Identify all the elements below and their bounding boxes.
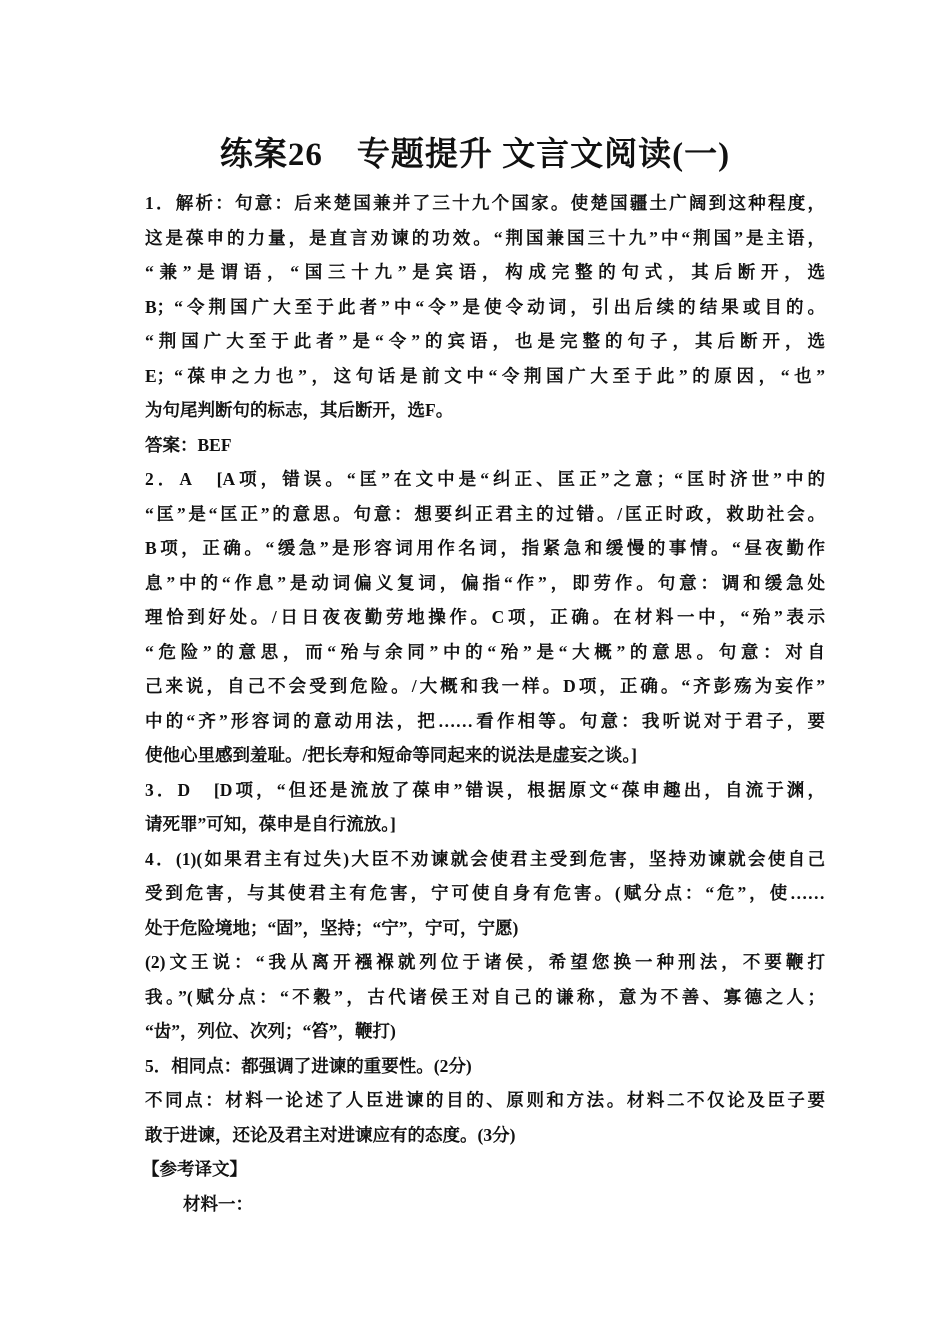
text-line: 敢于进谏，还论及君主对进谏应有的态度。(3分) [145, 1124, 516, 1145]
text-line: “齿”，列位、次列；“笞”，鞭打) [145, 1021, 396, 1041]
text-line: “兼”是谓语，“国三十九”是宾语，构成完整的句式，其后断开，选 [145, 262, 825, 282]
page-title: 练案26 专题提升 文言文阅读(一) [219, 137, 731, 173]
section-heading: 【参考译文】 [142, 1159, 247, 1179]
text-line: 2．A [A项，错误。“匡”在文中是“纠正、匡正”之意；“匡时济世”中的 [145, 469, 825, 489]
subsection-heading: 材料一： [183, 1193, 253, 1214]
text-line: 这是葆申的力量，是直言劝谏的功效。“荆国兼国三十九”中“荆国”是主语， [145, 227, 825, 248]
text-line: E；“葆申之力也”，这句话是前文中“令荆国广大至于此”的原因，“也” [145, 365, 825, 386]
text-line: 我。”(赋分点：“不穀”，古代诸侯王对自己的谦称，意为不善、寡德之人； [145, 986, 825, 1007]
text-line: 5．相同点：都强调了进谏的重要性。(2分) [145, 1055, 472, 1076]
text-line: B项，正确。“缓急”是形容词用作名词，指紧急和缓慢的事情。“昼夜勤作 [145, 538, 825, 558]
text-line: 使他心里感到羞耻。/把长寿和短命等同起来的说法是虚妄之谈。] [145, 745, 637, 765]
text-line: 己来说，自己不会受到危险。/大概和我一样。D项，正确。“齐彭殇为妄作” [145, 676, 825, 696]
text-line: 1．解析：句意：后来楚国兼并了三十九个国家。使楚国疆土广阔到这种程度， [145, 193, 825, 213]
text-line: B；“令荆国广大至于此者”中“令”是使令动词，引出后续的结果或目的。 [145, 296, 825, 317]
text-line: 请死罪”可知，葆申是自行流放。] [145, 814, 396, 834]
text-line: 不同点：材料一论述了人臣进谏的目的、原则和方法。材料二不仅论及臣子要 [145, 1090, 825, 1110]
text-line: 息”中的“作息”是动词偏义复词，偏指“作”，即劳作。句意：调和缓急处 [145, 572, 825, 593]
text-line: “荆国广大至于此者”是“令”的宾语，也是完整的句子，其后断开，选 [145, 331, 825, 351]
text-line: 理恰到好处。/日日夜夜勤劳地操作。C项，正确。在材料一中，“殆”表示 [145, 607, 825, 627]
text-line: 3．D [D项，“但还是流放了葆申”错误，根据原文“葆申趣出，自流于渊， [145, 779, 825, 800]
text-line: 处于危险境地；“固”，坚持；“宁”，宁可，宁愿) [145, 917, 519, 938]
text-line: 中的“齐”形容词的意动用法，把……看作相等。句意：我听说对于君子，要 [145, 710, 825, 731]
text-line: 4．(1)(如果君主有过失)大臣不劝谏就会使君主受到危害，坚持劝谏就会使自己 [145, 848, 825, 869]
text-line: “匡”是“匡正”的意思。句意：想要纠正君主的过错。/匡正时政，救助社会。 [145, 503, 825, 524]
text-line: 受到危害，与其使君主有危害，宁可使自身有危害。(赋分点：“危”，使…… [145, 883, 825, 903]
answer-line: 答案：BEF [145, 434, 232, 455]
answer-content [142, 186, 825, 1221]
text-line: 为句尾判断句的标志，其后断开，选F。 [145, 400, 454, 420]
text-line: (2)文王说：“我从离开襁褓就列位于诸侯，希望您换一种刑法，不要鞭打 [145, 952, 825, 972]
text-line: “危险”的意思，而“殆与余同”中的“殆”是“大概”的意思。句意：对自 [145, 641, 825, 662]
